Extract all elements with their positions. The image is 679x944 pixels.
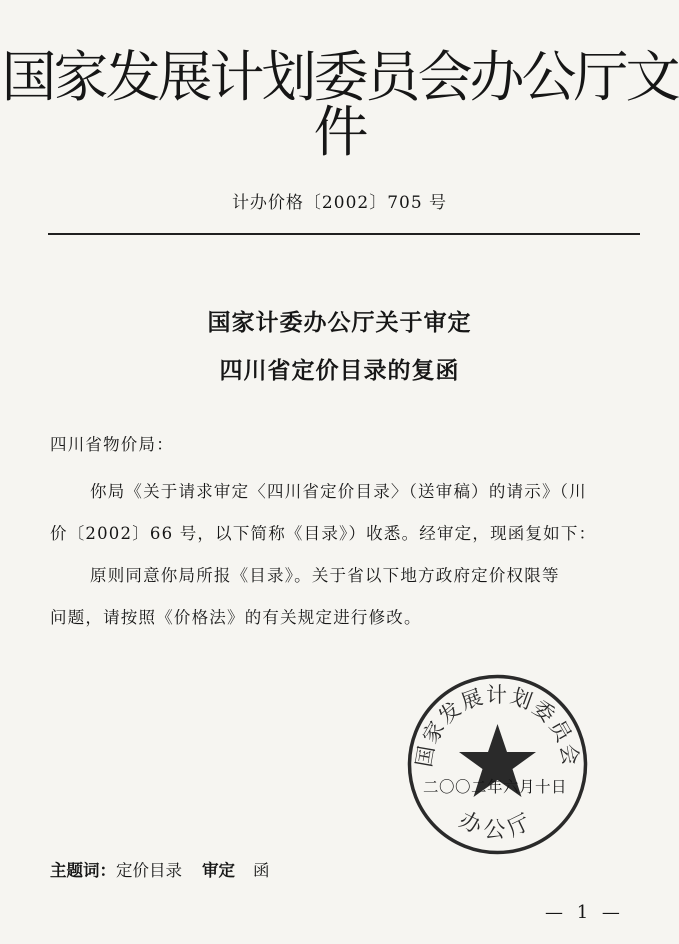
seal-bottom-text: 办公厅 xyxy=(455,807,540,844)
document-title-line-2: 四川省定价目录的复函 xyxy=(219,358,460,384)
keyword-letter: 函 xyxy=(253,861,270,880)
document-number: 计办价格〔2002〕705 号 xyxy=(231,193,448,213)
paragraph-2-line-1: 原则同意你局所报《目录》。关于省以下地方政府定价权限等 xyxy=(90,566,560,585)
page-number: — 1 — xyxy=(545,902,624,923)
keyword-review: 审定 xyxy=(202,861,235,880)
issuer-header-title: 国家发展计划委员会办公厅文件 xyxy=(1,45,678,164)
seal-top-text: 国家发展计划委员会 xyxy=(411,683,584,769)
paragraph-2-line-2: 问题，请按照《价格法》的有关规定进行修改。 xyxy=(50,608,422,627)
issue-date: 二〇〇二年六月十日 xyxy=(423,778,568,796)
paragraph-1-line-1: 你局《关于请求审定〈四川省定价目录〉（送审稿）的请示》（川 xyxy=(90,482,587,501)
subject-keywords xyxy=(50,857,276,881)
paragraph-1-line-2: 价〔2002〕66 号，以下简称《目录》）收悉。经审定，现函复如下： xyxy=(50,524,597,543)
salutation: 四川省物价局： xyxy=(50,435,174,454)
keywords-label: 主题词： xyxy=(50,861,116,880)
official-seal xyxy=(405,672,590,857)
keyword-pricing-catalog: 定价目录 xyxy=(116,861,182,880)
header-divider-line xyxy=(48,233,640,235)
document-title-line-1: 国家计委办公厅关于审定 xyxy=(207,310,472,336)
